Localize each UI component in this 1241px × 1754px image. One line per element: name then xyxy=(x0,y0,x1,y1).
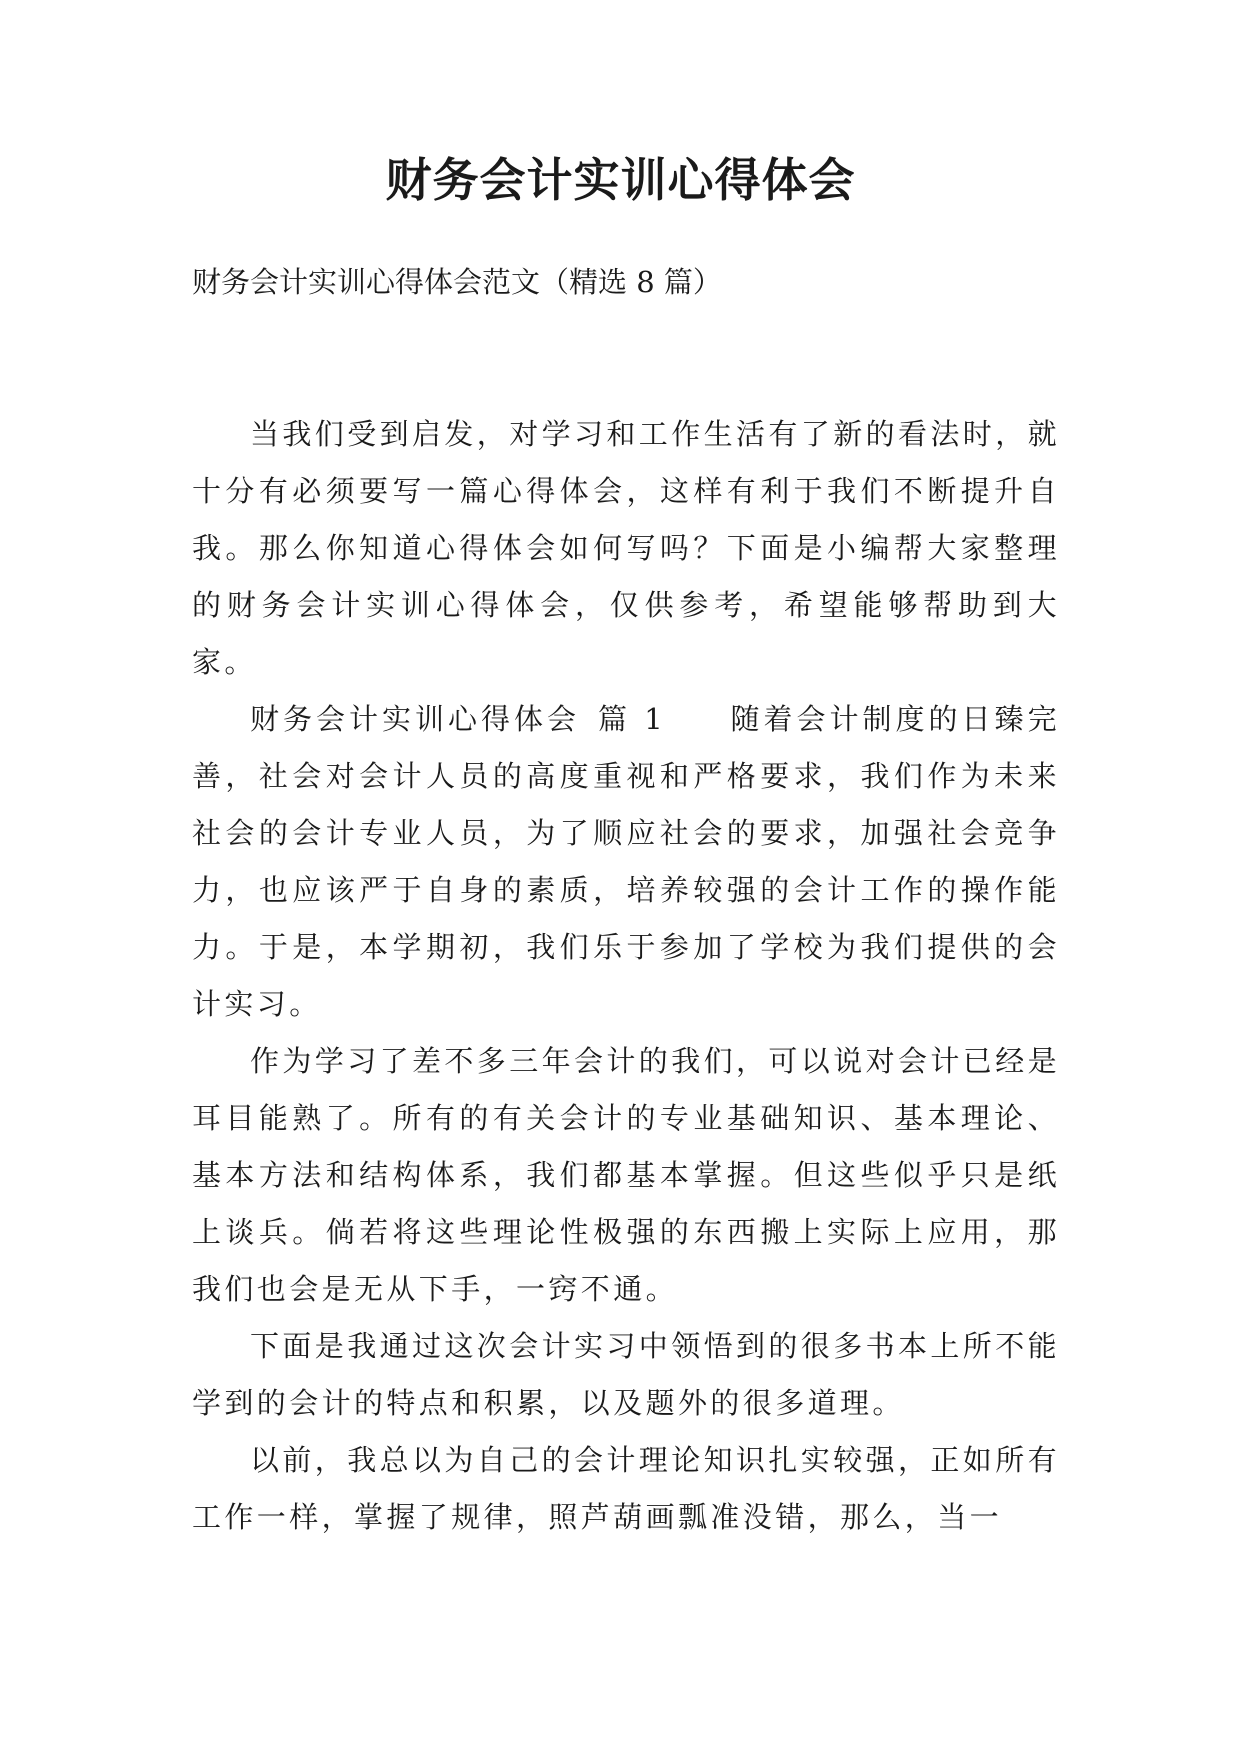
document-subtitle: 财务会计实训心得体会范文（精选 8 篇） xyxy=(192,265,722,299)
section-1-paragraph xyxy=(192,691,1060,1033)
body-paragraph-3: 下面是我通过这次会计实习中领悟到的很多书本上所不能学到的会计的特点和积累，以及题外的很多道理。 xyxy=(192,1329,1061,1420)
document-body xyxy=(192,406,1060,1546)
body-paragraph-4: 以前，我总以为自己的会计理论知识扎实较强，正如所有工作一样，掌握了规律，照芦葫画瓢准没错，那么，当一 xyxy=(192,1443,1061,1534)
intro-paragraph: 当我们受到启发，对学习和工作生活有了新的看法时，就十分有必须要写一篇心得体会，这样有利于我们不断提升自我。那么你知道心得体会如何写吗？下面是小编帮大家整理的财务会计实训心得体会，仅供参考，希望能够帮助到大家。 xyxy=(192,417,1061,679)
section-1-text: 随着会计制度的日臻完善，社会对会计人员的高度重视和严格要求，我们作为未来社会的会计专业人员，为了顺应社会的要求，加强社会竞争力，也应该严于自身的素质，培养较强的会计工作的操作能力。于是，本学期初，我们乐于参加了学校为我们提供的会计实习。 xyxy=(192,702,1060,1021)
document-title: 财务会计实训心得体会 xyxy=(385,153,856,207)
section-1-heading: 财务会计实训心得体会 xyxy=(250,702,581,736)
body-paragraph-2: 作为学习了差不多三年会计的我们，可以说对会计已经是耳目能熟了。所有的有关会计的专业基础知识、基本理论、基本方法和结构体系，我们都基本掌握。但这些似乎只是纸上谈兵。倘若将这些理论性极强的东西搬上实际上应用，那我们也会是无从下手，一窍不通。 xyxy=(192,1044,1061,1306)
section-1-label: 篇 1 xyxy=(597,702,667,736)
